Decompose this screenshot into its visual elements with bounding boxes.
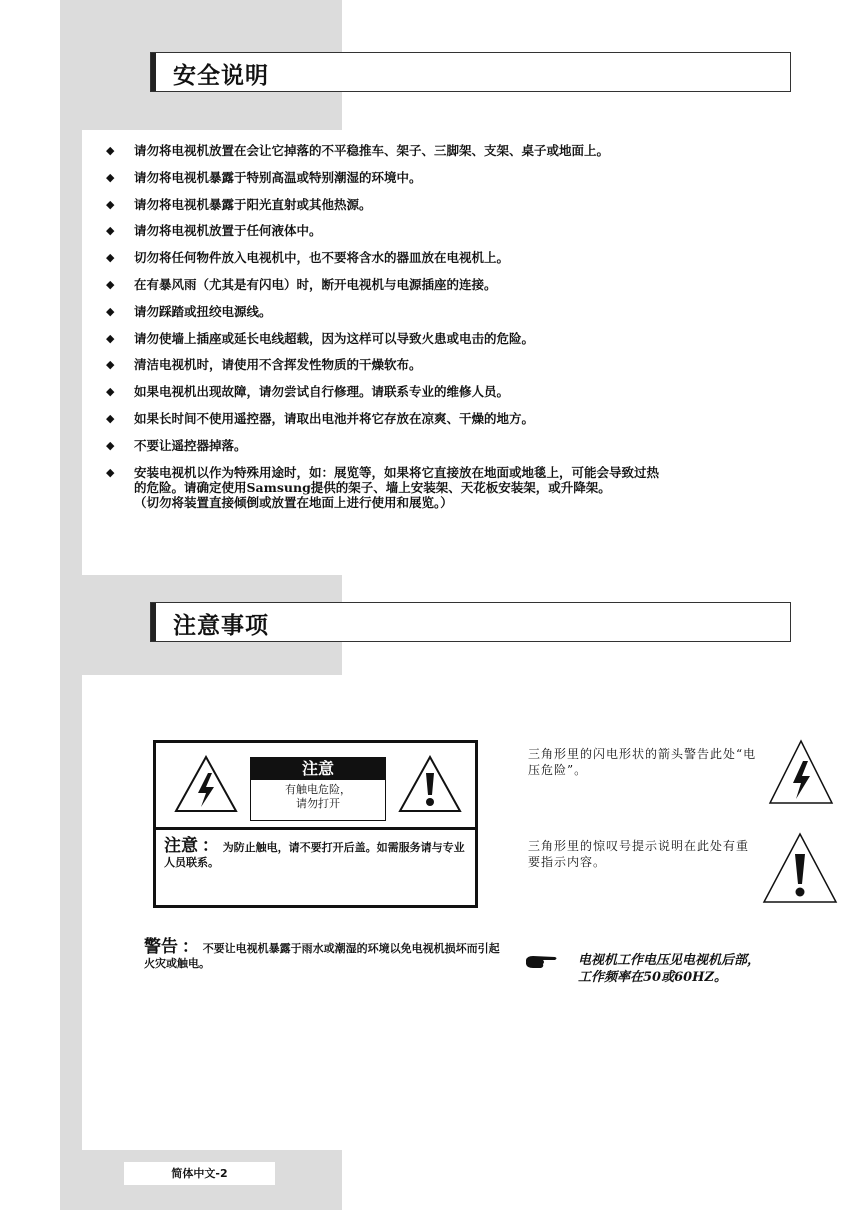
list-item: ◆ 请勿踩踏或扭绞电源线。 — [106, 303, 272, 319]
page-number: 简体中文-2 — [124, 1162, 275, 1185]
safety-list — [104, 143, 804, 521]
diamond-bullet-icon: ◆ — [106, 251, 115, 265]
diamond-bullet-icon: ◆ — [106, 438, 115, 452]
lightning-note: 三角形里的闪电形状的箭头警告此处“电压危险”。 — [528, 747, 757, 777]
list-item: ◆ 清洁电视机时，请使用不含挥发性物质的干燥软布。 — [106, 357, 422, 373]
list-item: ◆ 不要让遥控器掉落。 — [106, 437, 247, 453]
caution-label-body: 有触电危险， 请勿打开 — [285, 783, 351, 810]
diamond-bullet-icon: ◆ — [106, 170, 115, 184]
list-item: ◆ 安装电视机以作为特殊用途时，如：展览等，如果将它直接放在地面或地毯上，可能会导致过热 的危险。请确定使用Samsung提供的架子、墙上安装架、天花板安装架，或升降架。 （切勿将装置直接倾倒或放置在地面上进行使用和展览。） — [106, 464, 660, 510]
safety-title-text: 安全说明 — [173, 62, 269, 89]
list-item: ◆ 请勿将电视机放置在会让它掉落的不平稳推车、架子、三脚架、支架、桌子或地面上。 — [106, 143, 610, 158]
notes-section-title — [150, 602, 791, 642]
diamond-bullet-icon: ◆ — [106, 277, 115, 291]
notes-title-text: 注意事项 — [173, 612, 269, 639]
exclamation-triangle-icon — [398, 755, 462, 813]
caution-divider — [156, 827, 475, 830]
pointing-hand-icon — [525, 954, 559, 970]
caution-label-title: 注意 — [251, 758, 385, 780]
list-item: ◆ 请勿将电视机暴露于阳光直射或其他热源。 — [106, 196, 372, 212]
title-rule — [151, 603, 156, 641]
list-item: ◆ 在有暴风雨（尤其是有闪电）时，断开电视机与电源插座的连接。 — [106, 276, 497, 292]
caution-text: 注意 ： 为防止触电，请不要打开后盖。如需服务请与专业人员联系。 — [164, 836, 465, 869]
exclamation-triangle-icon — [762, 832, 838, 904]
diamond-bullet-icon: ◆ — [106, 358, 115, 372]
list-item: ◆ 请勿将电视机放置于任何液体中。 — [106, 223, 322, 239]
list-item: ◆ 请勿使墙上插座或延长电线超载，因为这样可以导致火患或电击的危险。 — [106, 330, 535, 346]
diamond-bullet-icon: ◆ — [106, 304, 115, 318]
list-item: ◆ 如果电视机出现故障，请勿尝试自行修理。请联系专业的维修人员。 — [106, 384, 510, 400]
caution-label-box — [153, 740, 478, 908]
voltage-note: 电视机工作电压见电视机后部， 工作频率在50或60HZ。 — [578, 953, 761, 985]
lightning-triangle-icon — [768, 739, 834, 805]
diamond-bullet-icon: ◆ — [106, 465, 115, 479]
diamond-bullet-icon: ◆ — [106, 385, 115, 399]
diamond-bullet-icon: ◆ — [106, 144, 115, 157]
diamond-bullet-icon: ◆ — [106, 331, 115, 345]
safety-section-title — [150, 52, 791, 92]
lightning-triangle-icon — [174, 755, 238, 813]
diamond-bullet-icon: ◆ — [106, 197, 115, 211]
caution-label — [250, 757, 386, 821]
list-item: ◆ 如果长时间不使用遥控器，请取出电池并将它存放在凉爽、干燥的地方。 — [106, 410, 535, 426]
title-rule — [151, 53, 156, 91]
diamond-bullet-icon: ◆ — [106, 224, 115, 238]
warning-text: 警告 ： 不要让电视机暴露于雨水或潮湿的环境以免电视机损坏而引起火灾或触电。 — [144, 937, 500, 970]
list-item: ◆ 请勿将电视机暴露于特别高温或特别潮湿的环境中。 — [106, 169, 422, 185]
list-item: ◆ 切勿将任何物件放入电视机中，也不要将含水的器皿放在电视机上。 — [106, 250, 510, 266]
exclamation-note: 三角形里的惊叹号提示说明在此处有重要指示内容。 — [528, 839, 750, 869]
diamond-bullet-icon: ◆ — [106, 411, 115, 425]
gray-band-left — [60, 130, 82, 1210]
